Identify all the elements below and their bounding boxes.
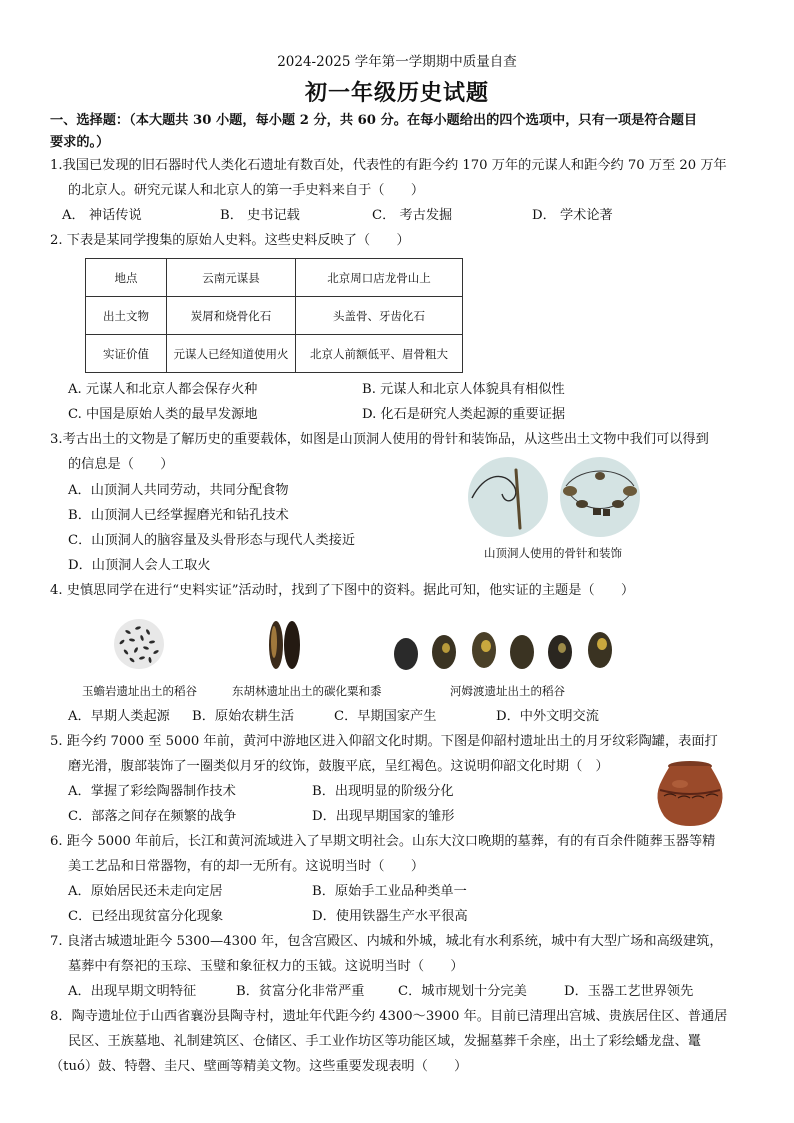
q7-option-a: A．出现早期文明特征 [68,984,197,999]
table-cell: 北京人前额低平、眉骨粗大 [296,335,463,373]
q7-option-b: B．贫富分化非常严重 [236,984,365,999]
q8-stem-line3: （tuó）鼓、特磬、圭尺、壁画等精美文物。这些重要发现表明（ ） [50,1059,468,1074]
q6-option-b: B．原始手工业品种类单一 [312,884,467,899]
q3-option-c: C．山顶洞人的脑容量及头骨形态与现代人类接近 [68,533,356,548]
section-heading-line1: 一、选择题：（本大题共 30 小题，每小题 2 分，共 60 分。在每小题给出的四个选项中，只有一项是符合题目 [50,113,698,128]
q1-stem-line2: 的北京人。研究元谋人和北京人的第一手史料来自于（ ） [68,183,425,198]
table-cell: 实证价值 [86,335,167,373]
q2-option-d: D. 化石是研究人类起源的重要证据 [362,407,566,422]
q1-option-c: C． 考古发掘 [372,208,453,223]
q1-option-a: A． 神话传说 [62,208,142,223]
q5-stem-line2: 磨光滑，腹部装饰了一圈类似月牙的纹饰，鼓腹平底，呈红褐色。这说明仰韶文化时期（ ） [68,759,609,774]
q2-source-table [85,258,463,373]
table-row [86,297,463,335]
q6-stem-line2: 美工艺品和日常器物，有的却一无所有。这说明当时（ ） [68,859,425,874]
q2-stem: 2. 下表是某同学搜集的原始人史料。这些史料反映了（ ） [50,233,410,248]
q7-stem-line1: 7. 良渚古城遗址距今 5300—4300 年，包含宫殿区、内城和外城，城北有水利系统，城中有大型广场和高级建筑， [50,934,723,949]
q5-option-a: A．掌握了彩绘陶器制作技术 [68,784,236,799]
q8-stem-line1: 8．陶寺遗址位于山西省襄汾县陶寺村，遗址年代距今约 4300～3900 年。目前已清理出宫城、贵族居住区、普通居 [50,1009,728,1024]
painted-pottery-jar-image [650,758,730,828]
q4-option-c: C．早期国家产生 [334,709,437,724]
q4-option-d: D．中外文明交流 [496,709,599,724]
q4-option-a: A．早期人类起源 [68,709,170,724]
q3-option-a: A．山顶洞人共同劳动，共同分配食物 [68,483,289,498]
q3-stem-line1: 3.考古出土的文物是了解历史的重要载体，如图是山顶洞人使用的骨针和装饰品，从这些出土文物中我们可以得到 [50,432,709,447]
q4-option-b: B．原始农耕生活 [192,709,295,724]
section-heading-line2: 要求的。） [50,135,110,150]
q6-stem-line1: 6. 距今 5000 年前后，长江和黄河流域进入了早期文明社会。山东大汶口晚期的墓葬，有的有百余件随葬玉器等精 [50,834,716,849]
q5-option-b: B．出现明显的阶级分化 [312,784,454,799]
q1-stem-line1: 1.我国已发现的旧石器时代人类化石遗址有数百处，代表性的有距今约 170 万年的元谋人和距今约 70 万至 20 万年 [50,158,727,173]
yuchanyan-rice-icon [114,619,164,669]
q5-stem-line1: 5. 距今约 7000 至 5000 年前，黄河中游地区进入仰韶文化时期。下图是仰韶村遗址出土的月牙纹彩陶罐，表面打 [50,734,718,749]
q1-option-d: D． 学术论著 [532,208,613,223]
q7-option-c: C．城市规划十分完美 [398,984,527,999]
q7-option-d: D．玉器工艺世界领先 [564,984,694,999]
table-cell: 炭屑和烧骨化石 [167,297,296,335]
q1-option-b: B． 史书记载 [220,208,300,223]
q6-option-d: D．使用铁器生产水平很高 [312,909,468,924]
table-cell: 出土文物 [86,297,167,335]
q3-stem-line2: 的信息是（ ） [68,457,174,472]
q3-option-b: B．山顶洞人已经掌握磨光和钻孔技术 [68,508,289,523]
table-cell: 云南元谋县 [167,259,296,297]
donghulin-millet-icon [269,621,300,669]
table-cell: 地点 [86,259,167,297]
q5-option-d: D．出现早期国家的雏形 [312,809,455,824]
q6-option-a: A．原始居民还未走向定居 [68,884,223,899]
q4-caption-donghulin: 东胡林遗址出土的碳化粟和黍 [232,684,382,698]
q3-image-caption: 山顶洞人使用的骨针和装饰 [484,546,622,560]
exam-title: 初一年级历史试题 [304,80,489,106]
q6-option-c: C．已经出现贫富分化现象 [68,909,224,924]
hemudu-rice-icon [394,632,612,670]
q2-option-b: B. 元谋人和北京人体貌具有相似性 [362,382,565,397]
table-cell: 元谋人已经知道使用火 [167,335,296,373]
table-row [86,335,463,373]
q7-stem-line2: 墓葬中有祭祀的玉琮、玉璧和象征权力的玉钺。这说明当时（ ） [68,959,464,974]
q2-option-a: A. 元谋人和北京人都会保存火种 [68,382,258,397]
q3-option-d: D．山顶洞人会人工取火 [68,558,211,573]
table-cell: 北京周口店龙骨山上 [296,259,463,297]
exam-term: 2024-2025 学年第一学期期中质量自查 [277,54,517,70]
bone-needle-panel [468,457,548,537]
q8-stem-line2: 民区、王族墓地、礼制建筑区、仓储区、手工业作坊区等功能区域，发掘墓葬千余座，出土了彩绘蟠龙盘、鼍 [68,1034,701,1049]
q4-stem: 4. 史慎思同学在进行“史料实证”活动时，找到了下图中的资料。据此可知，他实证的主题是（ ） [50,583,635,598]
q5-option-c: C．部落之间存在频繁的战争 [68,809,237,824]
q4-caption-yuchanyan: 玉蟾岩遗址出土的稻谷 [82,684,197,698]
table-cell: 头盖骨、牙齿化石 [296,297,463,335]
q2-option-c: C. 中国是原始人类的最早发源地 [68,407,258,422]
bone-needle-and-ornaments-image [466,456,646,538]
ancient-grain-images [80,614,640,676]
q4-caption-hemudu: 河姆渡遗址出土的稻谷 [450,684,565,698]
table-row [86,259,463,297]
